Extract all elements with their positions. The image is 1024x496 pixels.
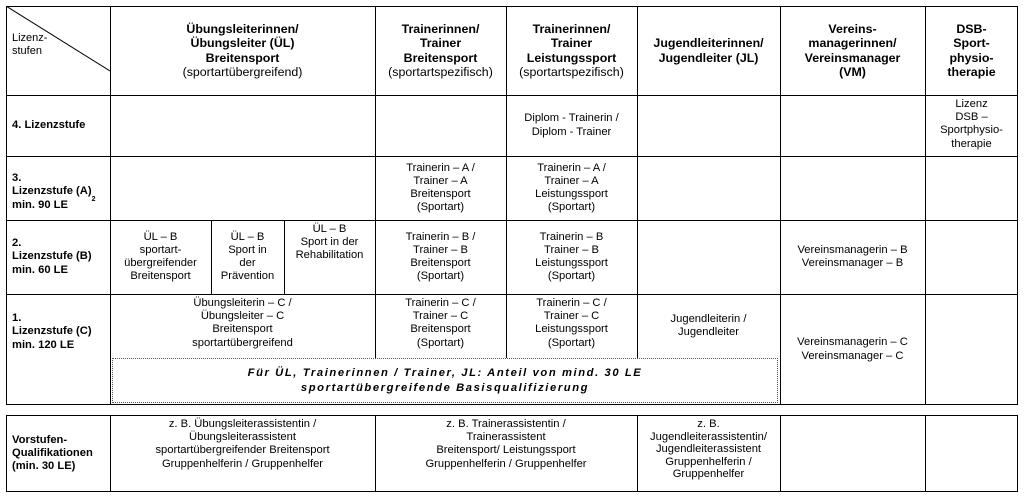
- row-label-stufe3-sup: 2: [91, 195, 96, 203]
- row-label-stufe3: [6, 156, 110, 220]
- header-trainer-leistungssport-sub: (sportartspezifisch): [519, 64, 624, 79]
- header-ul-sub: (sportartübergreifend): [182, 64, 303, 79]
- header-vereinsmanager: Vereins- managerinnen/ Vereinsmanager (VM): [804, 21, 901, 79]
- row-label-stufe3-text: 3. Lizenzstufe (A) min. 90 LE: [12, 172, 92, 211]
- corner-label-bottom: stufen: [12, 45, 42, 57]
- row-label-stufe4: 4. Lizenzstufe: [12, 118, 86, 131]
- cell-stufe4-physio: Lizenz DSB – Sportphysio- therapie: [940, 98, 1003, 150]
- col-divider: [780, 415, 781, 492]
- cell-stufe1-trainer-breit: Trainerin – C / Trainer – C Breitensport (Sportart): [405, 297, 476, 349]
- header-trainer-breitensport: [375, 6, 506, 95]
- cell-stufe2-trainer-breit: Trainerin – B / Trainer – B Breitensport (Sportart): [405, 230, 476, 283]
- cell-stufe3-trainer-breit: Trainerin – A / Trainer – A Breitensport (Sportart): [406, 161, 475, 214]
- cell-stufe3-trainer-leist: Trainerin – A / Trainer – A Leistungssport (Sportart): [535, 161, 608, 214]
- row-label-stufe1: 1. Lizenzstufe (C) min. 120 LE: [12, 312, 92, 351]
- header-jugendleiter: Jugendleiterinnen/ Jugendleiter (JL): [653, 36, 764, 65]
- header-ul-title: Übungsleiterinnen/ Übungsleiter (ÜL) Breitensport: [186, 21, 299, 65]
- corner-label: [6, 32, 66, 62]
- cell-stufe1-vm: Vereinsmanagerin – C Vereinsmanager – C: [797, 336, 908, 362]
- cell-stufe2-ul-breitensport: ÜL – B sportart- übergreifender Breitensport: [124, 230, 197, 283]
- cell-stufe2-vm: Vereinsmanagerin – B Vereinsmanager – B: [797, 243, 908, 269]
- corner-label-top: Lizenz-: [12, 32, 48, 44]
- cell-stufe4-trainer-leist: Diplom - Trainerin / Diplom - Trainer: [524, 112, 619, 138]
- header-ul: [110, 6, 375, 95]
- cell-vorstufe-ul: z. B. Übungsleiterassistentin / Übungsleiterassistent sportartübergreifender Breitensport Gruppenhelferin / Gruppenhelfer: [155, 418, 330, 470]
- basisqualifizierung-note: Für ÜL, Trainerinnen / Trainer, JL: Anteil von mind. 30 LE sportartübergreifende Basisqualifizierung: [112, 358, 778, 403]
- cell-vorstufe-trainer: z. B. Trainerassistentin / Trainerassistent Breitensport/ Leistungssport Gruppenhelferin / Gruppenhelfer: [425, 418, 587, 470]
- header-trainer-breitensport-sub: (sportartspezifisch): [388, 64, 493, 79]
- cell-stufe2-ul-rehabilitation: ÜL – B Sport in der Rehabilitation: [295, 223, 364, 262]
- cell-stufe2-ul-praevention: ÜL – B Sport in der Prävention: [220, 230, 275, 283]
- row-label-vorstufe: Vorstufen- Qualifikationen (min. 30 LE): [12, 433, 93, 473]
- cell-stufe1-ul: Übungsleiterin – C / Übungsleiter – C Breitensport sportartübergreifend: [192, 297, 293, 349]
- row-label-stufe2: 2. Lizenzstufe (B) min. 60 LE: [12, 237, 92, 276]
- cell-stufe1-trainer-leist: Trainerin – C / Trainer – C Leistungssport (Sportart): [535, 297, 608, 349]
- col-divider: [925, 415, 926, 492]
- header-trainer-leistungssport-title: Trainerinnen/ Trainer Leistungssport: [526, 21, 617, 65]
- header-trainer-leistungssport: [506, 6, 637, 95]
- cell-vorstufe-jl: z. B. Jugendleiterassistentin/ Jugendleiterassistent Gruppenhelferin / Gruppenhelfer: [650, 418, 767, 481]
- cell-stufe1-jl: Jugendleiterin / Jugendleiter: [670, 312, 747, 338]
- header-trainer-breitensport-title: Trainerinnen/ Trainer Breitensport: [401, 21, 480, 65]
- header-sportphysiotherapie: DSB- Sport- physio- therapie: [947, 21, 996, 79]
- cell-stufe2-trainer-leist: Trainerin – B Trainer – B Leistungssport (Sportart): [535, 230, 608, 283]
